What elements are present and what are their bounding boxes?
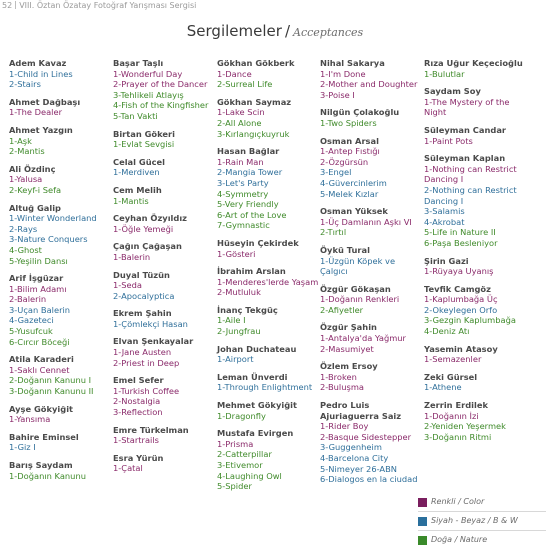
artist-name: Altuğ Galip bbox=[9, 202, 62, 213]
work-title: 3-Let's Party bbox=[217, 177, 269, 188]
artist-name: Emel Sefer bbox=[113, 375, 164, 386]
work-title: 2-Masumiyet bbox=[320, 343, 374, 354]
legend-label: Doğa / Nature bbox=[431, 535, 488, 544]
artist-name: Atila Karaderi bbox=[9, 354, 74, 365]
page-number: 52 bbox=[2, 1, 13, 10]
artist-entry bbox=[424, 372, 528, 393]
work-title: 2-Catterpillar bbox=[217, 449, 272, 460]
work-title: 2-Mother and Doughter bbox=[320, 79, 418, 90]
legend-item-nature bbox=[418, 535, 546, 552]
artist-name: Emre Türkelman bbox=[113, 424, 189, 435]
artist-entry bbox=[217, 400, 321, 421]
work-title: 1-Mantis bbox=[113, 195, 149, 206]
work-title: 1-Seda bbox=[113, 280, 142, 291]
work-title: 3-Reflection bbox=[113, 407, 163, 418]
artist-entry bbox=[320, 136, 424, 200]
work-title: 1-Üç Damlanın Aşkı VI bbox=[320, 216, 412, 227]
work-title: 1-I'm Done bbox=[320, 68, 366, 79]
artist-name: Adem Kavaz bbox=[9, 58, 67, 68]
work-title: 1-Çatal bbox=[113, 463, 143, 474]
artist-entry bbox=[113, 157, 217, 178]
artist-entry bbox=[113, 213, 217, 234]
work-title: 5-Melek Kızlar bbox=[320, 188, 379, 199]
artist-name: Pedro Luis Ajuriaguerra Saiz bbox=[320, 400, 402, 421]
title-main: Sergilemeler bbox=[186, 22, 282, 40]
artist-entry bbox=[217, 266, 321, 298]
work-title: 2-Apocalyptica bbox=[113, 290, 175, 301]
work-title: 1-Antep Fıstığı bbox=[320, 146, 380, 157]
work-title: 3-Gezgin Kaplumbağa bbox=[424, 315, 516, 326]
artist-name: Özlem Ersoy bbox=[320, 361, 378, 372]
artist-name: Saydam Soy bbox=[424, 86, 481, 97]
artist-name: Johan Duchateau bbox=[217, 343, 297, 354]
artist-entry bbox=[9, 432, 113, 453]
work-title: 2-Mutluluk bbox=[217, 287, 261, 298]
artist-entry bbox=[424, 58, 528, 79]
work-title: 1-Aile I bbox=[217, 315, 246, 326]
work-title: 6-Cırcır Böceği bbox=[9, 336, 70, 347]
page-header bbox=[2, 1, 196, 10]
work-title: 1-Aşk bbox=[9, 135, 32, 146]
work-title: 3-Uçan Balerin bbox=[9, 304, 71, 315]
artist-name: Yasemin Atasoy bbox=[424, 343, 498, 354]
legend-label: Renkli / Color bbox=[431, 497, 485, 506]
work-title: 1-Yansıma bbox=[9, 414, 51, 425]
work-title: 3-Kırlangıçkuyruk bbox=[217, 128, 290, 139]
bw-swatch-icon bbox=[418, 517, 427, 526]
work-title: 2-Keyf-i Sefa bbox=[9, 184, 62, 195]
artist-entry bbox=[9, 97, 113, 118]
work-title: 1-Giz I bbox=[9, 442, 36, 453]
work-title: 5-Spider bbox=[217, 481, 252, 492]
work-title: 1-Dragonfly bbox=[217, 410, 266, 421]
work-title: 5-Yusufcuk bbox=[9, 326, 53, 337]
work-title: 1-Saklı Cennet bbox=[9, 364, 70, 375]
acceptance-column-1 bbox=[9, 58, 113, 488]
work-title: 1-Child in Lines bbox=[9, 68, 73, 79]
artist-entry bbox=[113, 375, 217, 417]
work-title: 1-Turkish Coffee bbox=[113, 385, 180, 396]
artist-entry bbox=[9, 404, 113, 425]
artist-entry bbox=[217, 97, 321, 139]
legend-label: Siyah - Beyaz / B & W bbox=[431, 516, 518, 525]
title-slash: / bbox=[284, 22, 290, 40]
work-title: 2-Balerin bbox=[9, 294, 47, 305]
artist-name: Ahmet Yazgın bbox=[9, 124, 73, 135]
work-title: 1-Semazenler bbox=[424, 354, 482, 365]
work-title: 1-Gösteri bbox=[217, 248, 256, 259]
work-title: 2-Jungfrau bbox=[217, 326, 261, 337]
artist-name: Özgür Şahin bbox=[320, 322, 377, 333]
title-subtitle: Acceptances bbox=[293, 26, 364, 39]
color-swatch-icon bbox=[418, 498, 427, 507]
work-title: 1-Balerin bbox=[113, 251, 151, 262]
artist-entry bbox=[320, 322, 424, 354]
work-title: 1-Evlat Sevgisi bbox=[113, 139, 175, 150]
work-title: 1-Doğanın Kanunu bbox=[9, 470, 86, 481]
work-title: 1-Paint Pots bbox=[424, 135, 473, 146]
work-title: 3-Doğanın Ritmi bbox=[424, 431, 492, 442]
artist-name: Zeki Gürsel bbox=[424, 371, 478, 382]
work-title: 2-Prayer of the Dancer bbox=[113, 79, 208, 90]
artist-name: Gökhan Gökberk bbox=[217, 58, 295, 68]
work-title: 1-Rider Boy bbox=[320, 421, 369, 432]
work-title: 1-Öğle Yemeği bbox=[113, 223, 174, 234]
artist-name: Cem Melih bbox=[113, 184, 162, 195]
work-title: 2-Buluşma bbox=[320, 382, 364, 393]
work-title: 1-Wonderful Day bbox=[113, 68, 183, 79]
work-title: 4-Güvercinlerim bbox=[320, 177, 387, 188]
artist-name: Şirin Gazi bbox=[424, 255, 469, 266]
artist-name: Mustafa Evirgen bbox=[217, 428, 294, 439]
work-title: 1-Bilim Adamı bbox=[9, 283, 67, 294]
work-title: 4-Akrobat bbox=[424, 216, 465, 227]
work-title: 1-Üzgün Köpek ve Çalgıcı bbox=[320, 255, 396, 277]
work-title: 1-Yalusa bbox=[9, 174, 43, 185]
artist-name: Hasan Bağlar bbox=[217, 146, 280, 157]
artist-entry bbox=[217, 58, 321, 90]
artist-name: Esra Yürün bbox=[113, 452, 164, 463]
work-title: 1-Airport bbox=[217, 354, 254, 365]
artist-entry bbox=[320, 206, 424, 238]
artist-entry bbox=[113, 185, 217, 206]
artist-entry bbox=[424, 86, 528, 118]
artist-entry bbox=[217, 344, 321, 365]
artist-entry bbox=[9, 125, 113, 157]
work-title: 1-Çömlekçi Hasan bbox=[113, 318, 188, 329]
work-title: 3-Etivemor bbox=[217, 460, 263, 470]
work-title: 1-Rüyaya Uyanış bbox=[424, 266, 494, 277]
work-title: 1-Antalya'da Yağmur bbox=[320, 333, 406, 344]
work-title: 2-Yeniden Yeşermek bbox=[424, 421, 506, 432]
work-title: 1-Bulutlar bbox=[424, 68, 465, 79]
work-title: 5-Tan Vakti bbox=[113, 110, 158, 121]
artist-name: Öykü Tural bbox=[320, 244, 370, 255]
work-title: 1-Athene bbox=[424, 382, 462, 393]
artist-name: İbrahim Arslan bbox=[217, 266, 286, 277]
artist-name: Ceyhan Özyıldız bbox=[113, 213, 188, 224]
artist-entry bbox=[217, 428, 321, 492]
work-title: 3-Salamis bbox=[424, 206, 465, 217]
artist-name: Mehmet Gökyiğit bbox=[217, 400, 297, 411]
artist-entry bbox=[320, 107, 424, 128]
artist-entry bbox=[9, 58, 113, 90]
work-title: 4-Laughing Owl bbox=[217, 470, 282, 481]
header-divider bbox=[15, 1, 16, 9]
artist-entry bbox=[9, 354, 113, 396]
artist-name: Ahmet Dağbaşı bbox=[9, 96, 81, 107]
artist-entry bbox=[320, 245, 424, 277]
work-title: 1-Prisma bbox=[217, 438, 254, 449]
artist-name: Osman Yüksek bbox=[320, 206, 388, 217]
work-title: 6-Dialogos en la ciudad bbox=[320, 474, 418, 485]
work-title: 5-Life in Nature II bbox=[424, 227, 496, 238]
nature-swatch-icon bbox=[418, 536, 427, 545]
work-title: 2-Rays bbox=[9, 223, 38, 234]
artist-entry bbox=[217, 238, 321, 259]
acceptance-column-2 bbox=[113, 58, 217, 481]
artist-name: Hüseyin Çekirdek bbox=[217, 237, 299, 248]
work-title: 3-Nature Conquers bbox=[9, 234, 88, 245]
work-title: 2-Mangia Tower bbox=[217, 167, 283, 178]
artist-name: Çağın Çağaşan bbox=[113, 241, 182, 252]
artist-name: Tevfik Camgöz bbox=[424, 283, 491, 294]
work-title: 1-Through Enlightment bbox=[217, 382, 313, 393]
legend-divider bbox=[418, 530, 546, 531]
artist-name: Zerrin Erdilek bbox=[424, 400, 488, 411]
artist-entry bbox=[424, 125, 528, 146]
work-title: 2-Okeylegen Orfo bbox=[424, 304, 498, 315]
work-title: 1-The Dealer bbox=[9, 107, 62, 118]
work-title: 3-Doğanın Kanunu II bbox=[9, 386, 94, 397]
work-title: 1-Nothing can Restrict Dancing I bbox=[424, 163, 517, 185]
work-title: 1-Startrails bbox=[113, 435, 159, 446]
page-title bbox=[0, 21, 550, 40]
work-title: 1-The Mystery of the Night bbox=[424, 96, 510, 118]
artist-name: İnanç Tekgüç bbox=[217, 304, 278, 315]
artist-name: Başar Taşlı bbox=[113, 58, 164, 68]
work-title: 1-Doğanın İzi bbox=[424, 410, 479, 421]
artist-name: Barış Saydam bbox=[9, 460, 73, 470]
artist-name: Leman Ünverdi bbox=[217, 371, 288, 382]
work-title: 2-Nothing can Restrict Dancing I bbox=[424, 184, 517, 206]
work-title: 4-Ghost bbox=[9, 244, 42, 255]
artist-entry bbox=[424, 344, 528, 365]
artist-entry bbox=[113, 129, 217, 150]
work-title: 1-Jane Austen bbox=[113, 347, 172, 358]
work-title: 1-Lake Scin bbox=[217, 107, 265, 118]
exhibition-title: VIII. Öztan Özatay Fotoğraf Yarışması Sergisi bbox=[19, 1, 197, 10]
work-title: 2-Nostalgia bbox=[113, 396, 161, 407]
artist-name: Gökhan Saymaz bbox=[217, 96, 292, 107]
artist-entry bbox=[113, 241, 217, 262]
artist-entry bbox=[113, 425, 217, 446]
artist-entry bbox=[320, 58, 424, 100]
artist-name: Birtan Gökeri bbox=[113, 128, 175, 139]
work-title: 1-Menderes'lerde Yaşam bbox=[217, 276, 319, 287]
work-title: 2-Tırtıl bbox=[320, 227, 347, 238]
artist-entry bbox=[113, 270, 217, 302]
work-title: 2-Stairs bbox=[9, 79, 41, 90]
artist-entry bbox=[9, 460, 113, 481]
artist-name: Duyal Tüzün bbox=[113, 269, 170, 280]
artist-entry bbox=[113, 453, 217, 474]
work-title: 3-Guggenheim bbox=[320, 442, 382, 453]
artist-name: Süleyman Candar bbox=[424, 124, 507, 135]
work-title: 1-Winter Wonderland bbox=[9, 213, 97, 224]
acceptance-column-3 bbox=[217, 58, 321, 499]
work-title: 2-Afiyetler bbox=[320, 304, 364, 315]
work-title: 6-Art of the Love bbox=[217, 209, 287, 220]
artist-entry bbox=[424, 284, 528, 337]
artist-entry bbox=[217, 146, 321, 231]
artist-entry bbox=[113, 308, 217, 329]
work-title: 2-Surreal Life bbox=[217, 79, 273, 90]
artist-entry bbox=[9, 273, 113, 347]
work-title: 2-Doğanın Kanunu I bbox=[9, 375, 92, 386]
work-title: 2-Mantis bbox=[9, 146, 45, 157]
work-title: 6-Paşa Besleniyor bbox=[424, 237, 498, 248]
artist-name: Rıza Uğur Keçecioğlu bbox=[424, 58, 523, 68]
work-title: 3-Poise I bbox=[320, 89, 355, 100]
work-title: 2-All Alone bbox=[217, 117, 262, 128]
work-title: 1-Kaplumbağa Üç bbox=[424, 294, 498, 305]
artist-name: Bahire Eminsel bbox=[9, 431, 79, 442]
artist-name: Ekrem Şahin bbox=[113, 308, 172, 319]
work-title: 5-Very Friendly bbox=[217, 199, 279, 210]
artist-name: Nihal Sakarya bbox=[320, 58, 385, 68]
artist-entry bbox=[320, 361, 424, 393]
work-title: 1-Two Spiders bbox=[320, 117, 377, 128]
artist-name: Nilgün Çolakoğlu bbox=[320, 107, 400, 118]
acceptance-column-4 bbox=[320, 58, 424, 492]
legend-divider bbox=[418, 511, 546, 512]
artist-entry bbox=[320, 400, 424, 485]
work-title: 4-Fish of the Kingfisher bbox=[113, 100, 209, 111]
artist-entry bbox=[217, 372, 321, 393]
work-title: 4-Barcelona City bbox=[320, 453, 389, 463]
artist-entry bbox=[424, 256, 528, 277]
artist-name: Celal Gücel bbox=[113, 156, 165, 167]
work-title: 5-Yeşilin Dansı bbox=[9, 255, 68, 266]
work-title: 2-Özgürsün bbox=[320, 156, 369, 167]
work-title: 1-Merdiven bbox=[113, 167, 160, 178]
work-title: 7-Gymnastic bbox=[217, 220, 270, 231]
work-title: 1-Doğanın Renkleri bbox=[320, 294, 400, 305]
artist-entry bbox=[113, 58, 217, 122]
acceptance-column-5 bbox=[424, 58, 528, 449]
work-title: 3-Tehlikeli Atlayış bbox=[113, 89, 184, 100]
work-title: 1-Dance bbox=[217, 68, 252, 79]
artist-name: Özgür Gökaşan bbox=[320, 283, 391, 294]
artist-entry bbox=[9, 164, 113, 196]
work-title: 4-Deniz Atı bbox=[424, 326, 470, 337]
artist-name: Elvan Şenkayalar bbox=[113, 336, 194, 347]
artist-entry bbox=[113, 336, 217, 368]
artist-entry bbox=[217, 305, 321, 337]
artist-entry bbox=[9, 203, 113, 267]
work-title: 2-Priest in Deep bbox=[113, 357, 180, 368]
work-title: 4-Symmetry bbox=[217, 188, 269, 199]
artist-entry bbox=[424, 400, 528, 442]
artist-entry bbox=[320, 284, 424, 316]
artist-name: Ali Özdinç bbox=[9, 163, 56, 174]
artist-name: Osman Arsal bbox=[320, 135, 379, 146]
artist-entry bbox=[424, 153, 528, 248]
artist-name: Süleyman Kaplan bbox=[424, 153, 506, 164]
work-title: 1-Rain Man bbox=[217, 156, 264, 167]
work-title: 4-Gazeteci bbox=[9, 315, 54, 326]
work-title: 2-Basque Sidestepper bbox=[320, 431, 412, 442]
artist-name: Arif İşgüzar bbox=[9, 273, 64, 284]
work-title: 5-Nimeyer 26-ABN bbox=[320, 463, 397, 474]
work-title: 3-Engel bbox=[320, 167, 352, 178]
artist-name: Ayşe Gökyiğit bbox=[9, 403, 74, 414]
work-title: 1-Broken bbox=[320, 371, 357, 382]
